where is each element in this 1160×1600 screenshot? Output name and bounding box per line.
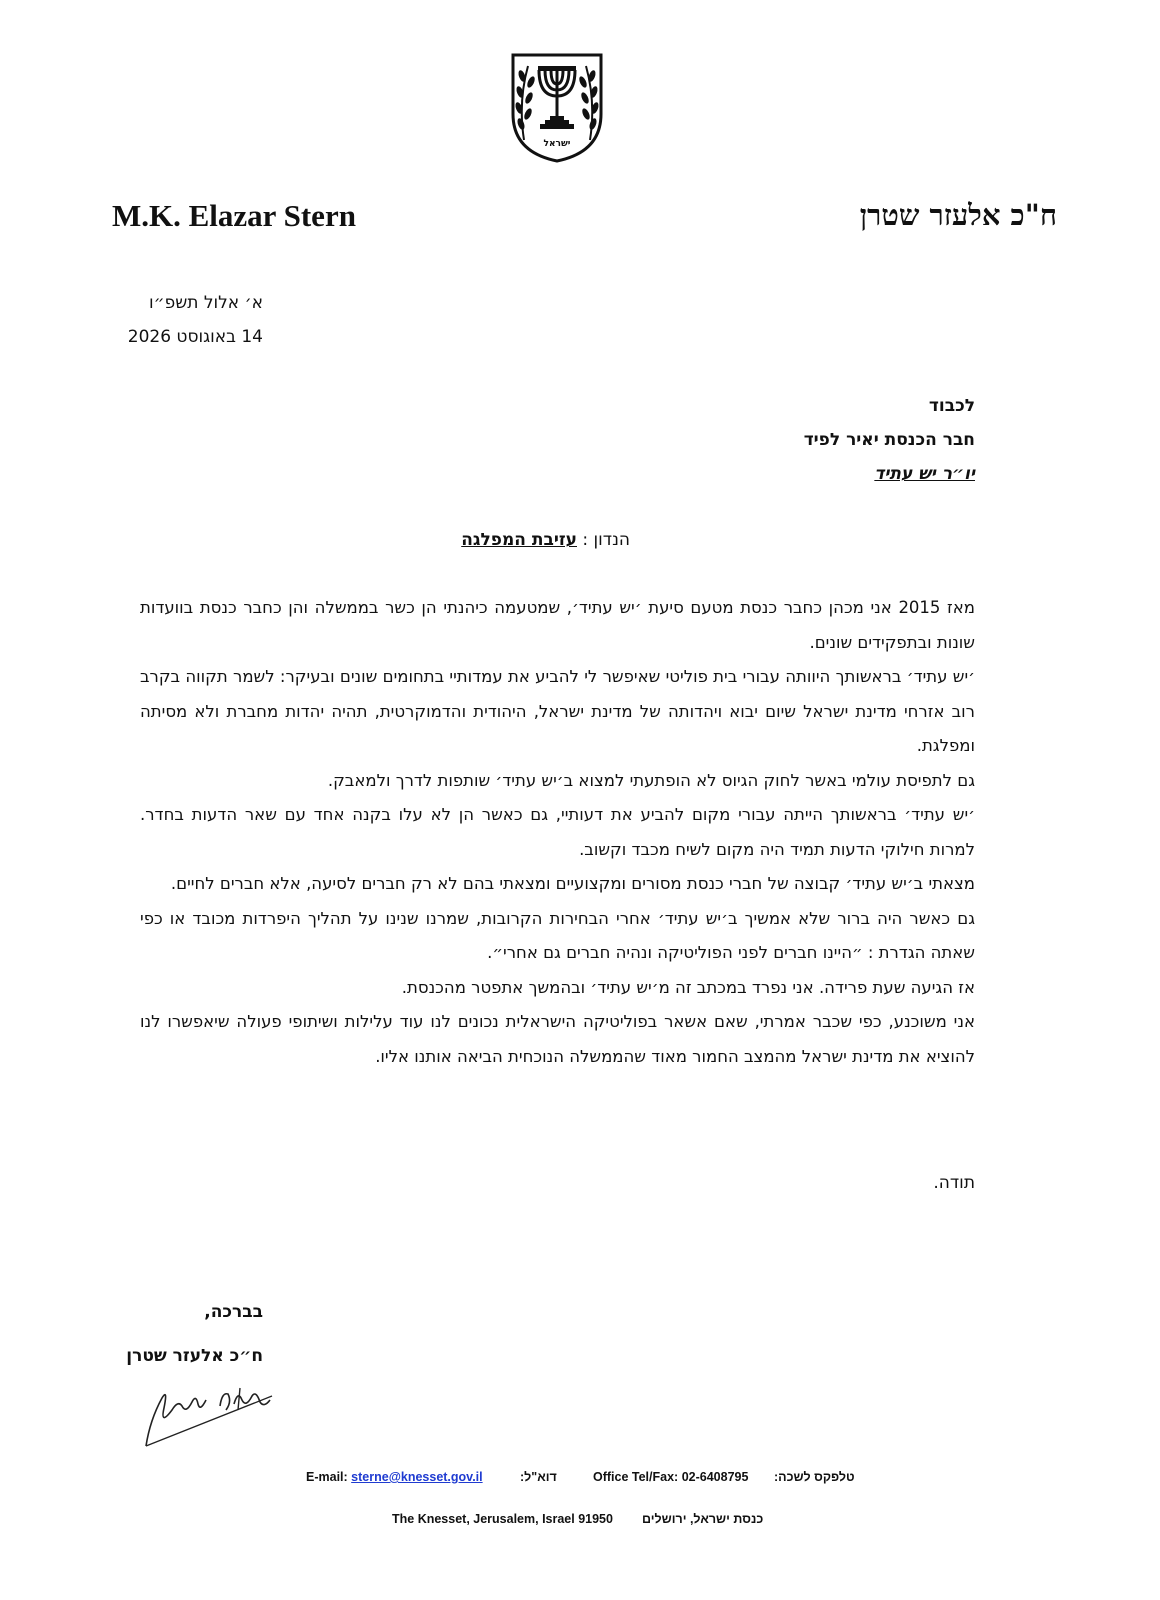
gregorian-date: 14 באוגוסט 2026 bbox=[127, 327, 263, 347]
body-paragraph: אז הגיעה שעת פרידה. אני נפרד במכתב זה מ׳יש עתיד׳ ובהמשך אתפטר מהכנסת. bbox=[401, 977, 975, 997]
footer-phone-label-hebrew: טלפקס לשכה: bbox=[774, 1470, 855, 1484]
closing-regards: בברכה, bbox=[204, 1302, 263, 1322]
body-paragraph: ׳יש עתיד׳ בראשותך הייתה עבורי מקום להביע את דעותיי, גם כאשר הן לא עלו בקנה אחד עם שאר הדעות בחדר. למרות חילוקי הדעות תמיד היה מקום לשיח מכבד וקשוב. bbox=[140, 805, 975, 859]
handwritten-signature-icon bbox=[142, 1380, 282, 1450]
footer-email-label: E-mail: bbox=[306, 1470, 348, 1484]
body-paragraph: גם לתפיסת עולמי באשר לחוק הגיוס לא הופתעתי למצוא ב׳יש עתיד׳ שותפות לדרך ולמאבק. bbox=[327, 770, 975, 790]
subject-line bbox=[461, 530, 630, 550]
date-block bbox=[128, 286, 263, 354]
body-paragraph: ׳יש עתיד׳ בראשותך היוותה עבורי בית פוליטי שאיפשר לי להביע את עמדותיי בתחומים שונים ובעיקר: לשמר תקווה בקרב רוב אזרחי מדינת ישראל שיום יבוא ויהדותה של מדינת ישראל, היהודית והדמוקרטית, תהיה יהדות מחברת ולא מסיתה ומפלגת. bbox=[140, 667, 975, 755]
subject-value: עזיבת המפלגה bbox=[461, 530, 577, 550]
footer-phone-label: Office Tel/Fax: bbox=[593, 1470, 679, 1484]
footer-phone bbox=[593, 1470, 748, 1484]
recipient-title: יו״ר יש עתיד bbox=[874, 464, 975, 484]
body-paragraph: מאז 2015 אני מכהן כחבר כנסת מטעם סיעת ׳יש עתיד׳, שמטעמה כיהנתי הן כשר בממשלה והן כחבר כנסת בוועדות שונות ובתפקידים שונים. bbox=[140, 598, 975, 652]
closing-block bbox=[126, 1290, 263, 1378]
footer-email-link[interactable]: sterne@knesset.gov.il bbox=[351, 1470, 483, 1484]
emblem-label: ישראל bbox=[543, 139, 571, 149]
body-paragraph: אני משוכנע, כפי שכבר אמרתי, שאם אשאר בפוליטיקה הישראלית נכונים לנו עוד עלילות ושיתופי פעולה שיאפשרו לנו להוציא את מדינת ישראל מהמצב החמור מאוד שהממשלה הנוכחית הביאה אותנו אליו. bbox=[140, 1012, 975, 1066]
footer-address-english: The Knesset, Jerusalem, Israel 91950 bbox=[392, 1512, 613, 1526]
subject-label: הנדון : bbox=[582, 530, 630, 550]
sender-name-english: M.K. Elazar Stern bbox=[112, 198, 356, 233]
footer-phone-number: 02-6408795 bbox=[681, 1470, 749, 1484]
recipient-block bbox=[804, 389, 975, 491]
closing-name: ח״כ אלעזר שטרן bbox=[126, 1346, 263, 1366]
recipient-name: חבר הכנסת יאיר לפיד bbox=[803, 430, 975, 450]
footer-address-hebrew: כנסת ישראל, ירושלים bbox=[642, 1512, 764, 1526]
recipient-salutation: לכבוד bbox=[928, 396, 975, 416]
body-paragraph: גם כאשר היה ברור שלא אמשיך ב׳יש עתיד׳ אחרי הבחירות הקרובות, שמרנו שנינו על תהליך היפרדות מכובד או כפי שאתה הגדרת : ״היינו חברים לפני הפוליטיקה ונהיה חברים גם אחרי״. bbox=[140, 908, 975, 962]
letter-body bbox=[140, 591, 975, 1074]
state-emblem-icon bbox=[510, 52, 604, 164]
hebrew-date: א׳ אלול תשפ״ו bbox=[149, 293, 263, 313]
body-paragraph: מצאתי ב׳יש עתיד׳ קבוצה של חברי כנסת מסורים ומקצועיים ומצאתי בהם לא רק חברים לסיעה, אלא חברים לחיים. bbox=[170, 874, 975, 893]
footer-email bbox=[306, 1470, 483, 1484]
footer-email-label-hebrew: דוא"ל: bbox=[520, 1470, 557, 1484]
sender-name-hebrew: ח"כ אלעזר שטרן bbox=[859, 198, 1057, 232]
thanks-line: תודה. bbox=[933, 1173, 975, 1193]
